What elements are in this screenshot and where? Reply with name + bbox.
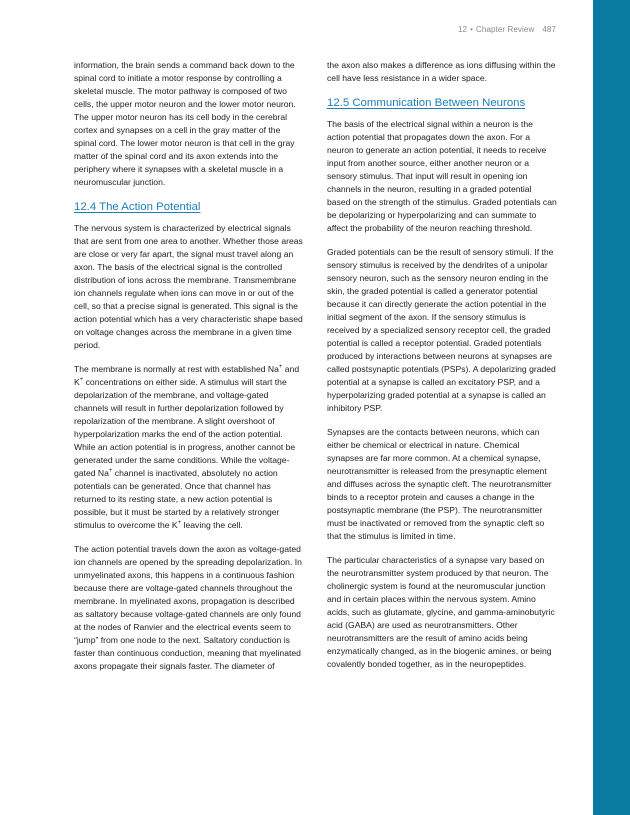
- intro-paragraph: information, the brain sends a command back down to the spinal cord to initiate a motor response by controlling a skeletal muscle. The motor pathway is composed of two cells, the upper motor neuron and the lower motor neuron. The upper motor neuron has its cell body in the cerebral cortex and synapses on a cell in the gray matter of the spinal cord. The lower motor neuron is that cell in the gray matter of the spinal cord and its axon extends into the periphery where it synapses with a skeletal muscle in a neuromuscular junction.: [74, 60, 296, 187]
- text-run: and K: [74, 364, 300, 387]
- running-head: [458, 25, 556, 34]
- chapter-number: 12: [458, 25, 468, 34]
- superscript-plus: +: [177, 520, 182, 527]
- continuation-paragraph: the axon also makes a difference as ions diffusing within the cell have less resistance in a wider space.: [327, 60, 556, 83]
- superscript-plus: +: [278, 364, 283, 371]
- text-run: concentrations on either side. A stimulus will start the depolarization of the membrane, and voltage-gated channels will result in further depolarization followed by repolarization of the membrane. A slight overshoot of hyperpolarization marks the end of the action potential. While an action potential is in progress, another cannot be generated under the same conditions. While the voltage-gated Na: [74, 377, 296, 478]
- header-bullet: •: [470, 25, 474, 34]
- chapter-color-band: [593, 0, 630, 815]
- text-run: The membrane is normally at rest with established Na: [74, 364, 279, 374]
- communication-paragraph-2: Graded potentials can be the result of sensory stimuli. If the sensory stimulus is received by the dendrites of a unipolar sensory neuron, such as the sensory neuron ending in the skin, the graded potential is called a generator potential because it can directly generate the action potential in the initial segment of the axon. If the sensory stimulus is received by a specialized sensory receptor cell, the graded potential is called a receptor potential. Graded potentials produced by interactions between neurons at synapses are called postsynaptic potentials (PSPs). A depolarizing graded potential at a synapse is called an excitatory PSP, and a hyperpolarizing graded potential at a synapse is called an inhibitory PSP.: [327, 247, 556, 413]
- communication-paragraph-3: Synapses are the contacts between neurons, which can either be chemical or electrical in nature. Chemical synapses are far more common. At a chemical synapse, neurotransmitter is released from the presynaptic element and diffuses across the synaptic cleft. The neurotransmitter binds to a receptor protein and causes a change in the postsynaptic membrane (the PSP). The neurotransmitter must be inactivated or removed from the synaptic cleft so that the stimulus is limited in time.: [327, 427, 552, 541]
- text-run: leaving the cell.: [181, 520, 243, 530]
- action-potential-paragraph-2: [74, 363, 304, 532]
- communication-paragraph-4: The particular characteristics of a synapse vary based on the neurotransmitter system produced by that neuron. The cholinergic system is found at the neuromuscular junction and in certain places within the nervous system. Amino acids, such as glutamate, glycine, and gamma-aminobutyric acid (GABA) are used as neurotransmitters. Other neurotransmitters are the result of amino acids being enzymatically changed, as in the biogenic amines, or being covalently bonded together, as in the neuropeptides.: [327, 555, 555, 669]
- superscript-plus: +: [108, 468, 113, 475]
- superscript-plus: +: [79, 377, 84, 384]
- page-number: 487: [542, 25, 556, 34]
- left-column: [74, 59, 304, 684]
- action-potential-paragraph-1: The nervous system is characterized by electrical signals that are sent from one area to another. Whether those areas are close or very far apart, the signal must travel along an axon. The basis of the electrical signal is the controlled distribution of ions across the membrane. Transmembrane ion channels regulate when ions can move in or out of the cell, so that a precise signal is generated. This signal is the action potential which has a very characteristic shape based on voltage changes across the membrane in a given time period.: [74, 223, 303, 350]
- right-column: [327, 59, 557, 682]
- communication-paragraph-1: The basis of the electrical signal within a neuron is the action potential that propagates down the axon. For a neuron to generate an action potential, it needs to receive input from another source, either another neuron or a sensory stimulus. That input will result in opening ion channels in the neuron, resulting in a graded potential based on the strength of the stimulus. Graded potentials can be depolarizing or hyperpolarizing and can summate to affect the probability of the neuron reaching threshold.: [327, 119, 557, 233]
- heading-action-potential[interactable]: 12.4 The Action Potential: [74, 201, 201, 213]
- section-title: Chapter Review: [476, 25, 535, 34]
- text-run: channel is inactivated, absolutely no action potentials can be generated. Once that channel has returned to its resting state, a new action potential is possible, but it must be started by a relatively stronger stimulus to overcome the K: [74, 468, 280, 530]
- action-potential-paragraph-3: The action potential travels down the axon as voltage-gated ion channels are opened by the spreading depolarization. In unmyelinated axons, this happens in a continuous fashion because there are voltage-gated channels throughout the membrane. In myelinated axons, propagation is described as saltatory because voltage-gated channels are only found at the nodes of Ranvier and the electrical events seem to “jump” from one node to the next. Saltatory conduction is faster than continuous conduction, meaning that myelinated axons propagate their signals faster. The diameter of: [74, 544, 302, 671]
- heading-communication-between-neurons[interactable]: 12.5 Communication Between Neurons: [327, 97, 526, 109]
